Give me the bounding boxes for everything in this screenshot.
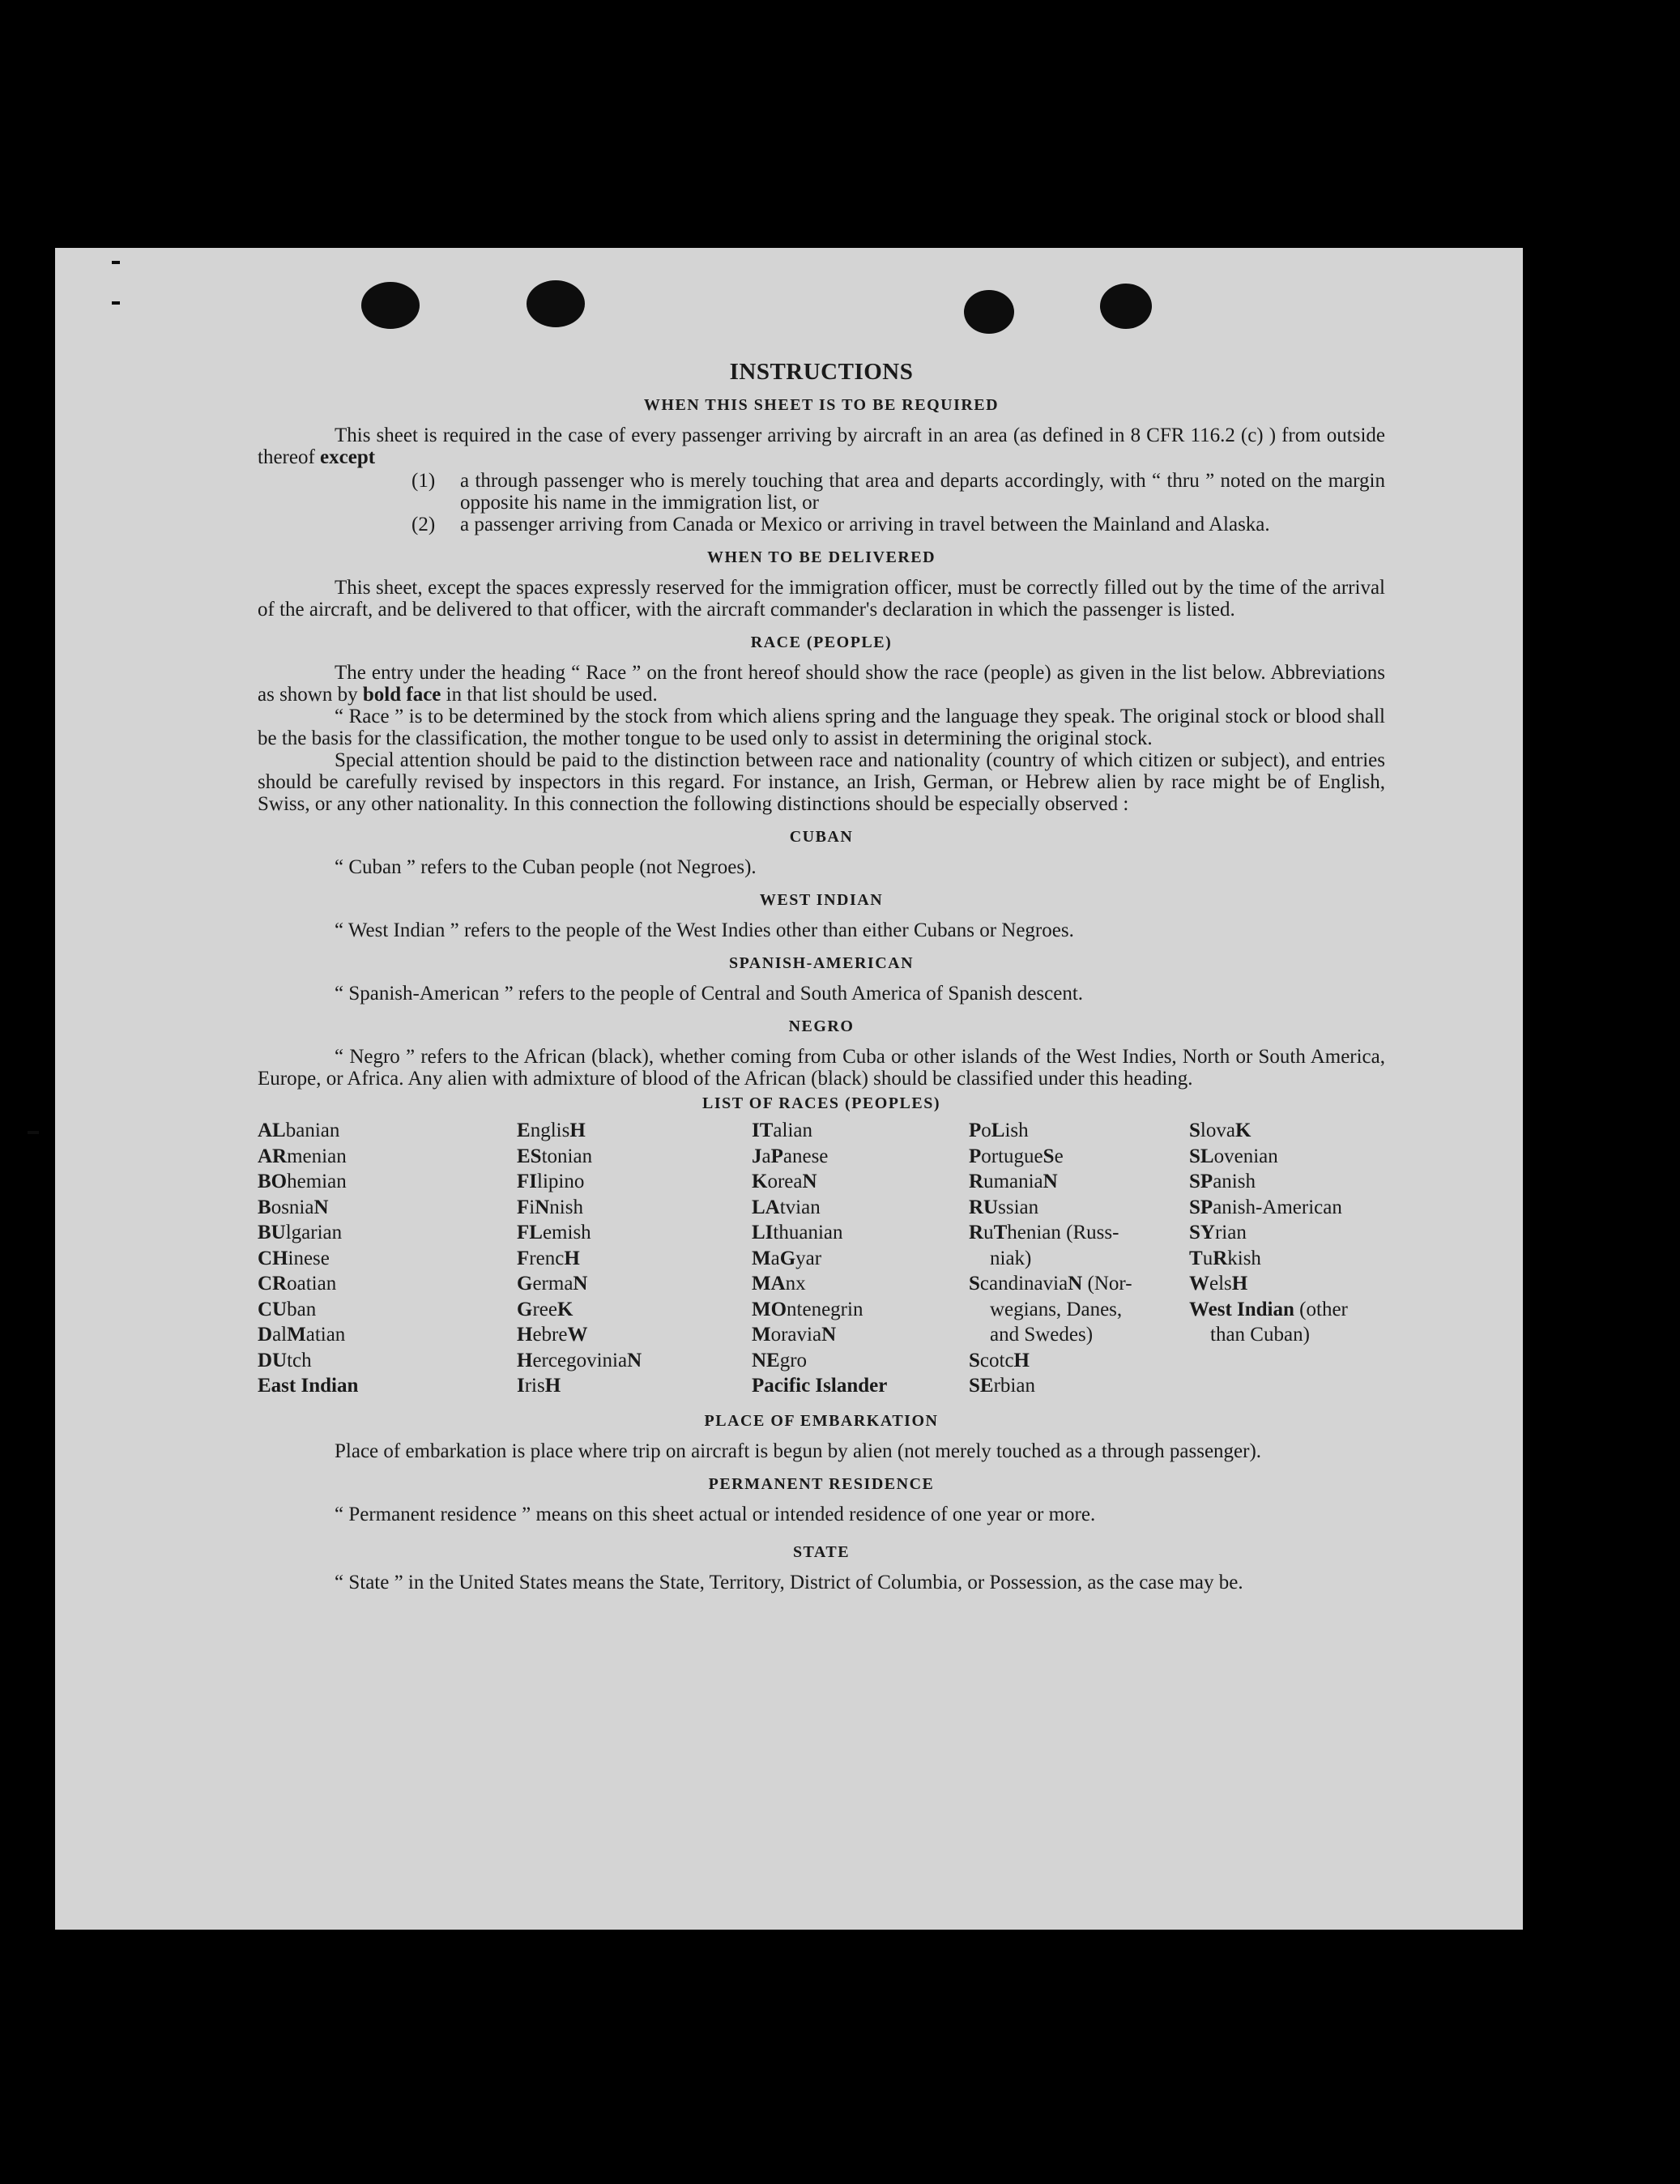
- race-abbreviation: East Indian: [258, 1375, 359, 1397]
- race-abbreviation: N: [802, 1171, 817, 1192]
- race-abbreviation: J: [752, 1145, 762, 1167]
- race-text: ovenian: [1213, 1145, 1278, 1167]
- race-text: banian: [285, 1120, 340, 1141]
- race-entry: [969, 1271, 1189, 1297]
- race-abbreviation: G: [779, 1247, 796, 1269]
- race-text: menian: [287, 1145, 347, 1167]
- race-entry: [1189, 1169, 1392, 1195]
- embarkation-text: Place of embarkation is place where trip on aircraft is begun by alien (not merely touched as a through passenger).: [335, 1440, 1262, 1462]
- race-text: ree: [532, 1298, 557, 1320]
- race-text: lipino: [537, 1171, 585, 1192]
- race-abbreviation: CU: [258, 1298, 288, 1320]
- race-text: anese: [782, 1145, 829, 1167]
- race-abbreviation: G: [517, 1298, 533, 1320]
- race-entry: [258, 1169, 517, 1195]
- race-abbreviation: P: [969, 1145, 982, 1167]
- race-abbreviation: E: [517, 1120, 531, 1141]
- race-text: o: [981, 1120, 991, 1141]
- race-text: rian: [1214, 1222, 1247, 1243]
- races-column: [969, 1118, 1189, 1399]
- race-abbreviation: S: [1043, 1145, 1055, 1167]
- exception-text: a passenger arriving from Canada or Mexico or arriving in travel between the Mainland and Alaska.: [460, 514, 1270, 535]
- race-abbreviation: N: [573, 1273, 588, 1295]
- race-text: lgarian: [285, 1222, 343, 1243]
- race-abbreviation: BO: [258, 1171, 288, 1192]
- race-abbreviation: H: [517, 1349, 533, 1371]
- race-text: tch: [287, 1349, 312, 1371]
- race-text: cotc: [979, 1349, 1014, 1371]
- race-text: els: [1209, 1273, 1232, 1295]
- race-entry: [517, 1220, 752, 1246]
- section-heading-spanish-american: SPANISH-AMERICAN: [728, 954, 915, 972]
- race-entry-continuation: [969, 1246, 1189, 1272]
- race-abbreviation: DU: [258, 1349, 288, 1371]
- race-text: yar: [795, 1247, 822, 1269]
- race-abbreviation: H: [1231, 1273, 1248, 1295]
- race-text: emish: [542, 1222, 591, 1243]
- race-text: (other: [1294, 1298, 1348, 1320]
- race-abbreviation: R: [969, 1171, 984, 1192]
- race-abbreviation: R: [969, 1222, 984, 1243]
- race-abbreviation: H: [1013, 1349, 1030, 1371]
- race-entry: [752, 1220, 969, 1246]
- race-text: orea: [767, 1171, 803, 1192]
- race-entry: [517, 1144, 752, 1170]
- race-abbreviation: F: [517, 1196, 530, 1218]
- race-entry: [752, 1246, 969, 1272]
- race-entry: [752, 1322, 969, 1348]
- race-abbreviation: SP: [1189, 1196, 1213, 1218]
- race-text: rbian: [993, 1375, 1035, 1397]
- race-abbreviation: N: [535, 1196, 550, 1218]
- race-abbreviation: N: [1043, 1171, 1058, 1192]
- race-entry: [517, 1373, 752, 1399]
- punch-hole: [527, 280, 585, 327]
- race-entry: [517, 1195, 752, 1221]
- race-entry: [1189, 1297, 1392, 1323]
- race-entry: [752, 1144, 969, 1170]
- race-abbreviation: SE: [969, 1375, 994, 1397]
- race-abbreviation: G: [517, 1273, 533, 1295]
- exception-item: [411, 514, 1385, 535]
- race-text: umania: [983, 1171, 1043, 1192]
- spanish-american-text: “ Spanish-American ” refers to the people of Central and South America of Spanish descent.: [335, 983, 1084, 1005]
- race-abbreviation: M: [287, 1324, 306, 1346]
- races-column: [517, 1118, 752, 1399]
- race-abbreviation: K: [752, 1171, 768, 1192]
- race-entry: [969, 1195, 1189, 1221]
- race-entry: [752, 1348, 969, 1374]
- race-text: nx: [785, 1273, 806, 1295]
- race-entry: [969, 1144, 1189, 1170]
- race-text: anish: [1213, 1171, 1256, 1192]
- race-abbreviation: ES: [517, 1145, 542, 1167]
- races-column: [1189, 1118, 1392, 1399]
- race-text: a: [761, 1145, 771, 1167]
- race-abbreviation: W: [1189, 1273, 1209, 1295]
- race-text: al: [272, 1324, 288, 1346]
- required-intro: This sheet is required in the case of every passenger arriving by aircraft in an area (as defined in 8 CFR 116.2 (c) ) from outside thereof except: [258, 424, 1385, 468]
- race-text: candinavia: [979, 1273, 1068, 1295]
- race-abbreviation: Pacific Islander: [752, 1375, 888, 1397]
- race-entry: [969, 1373, 1189, 1399]
- race-text: anish-American: [1213, 1196, 1342, 1218]
- exception-number: (2): [411, 514, 436, 535]
- race-abbreviation: AR: [258, 1145, 288, 1167]
- race-abbreviation: F: [517, 1247, 530, 1269]
- race-abbreviation: B: [258, 1196, 271, 1218]
- exception-list: [411, 470, 1385, 535]
- section-heading-west-indian: WEST INDIAN: [759, 891, 884, 909]
- race-entry: [1189, 1144, 1392, 1170]
- race-entry: [1189, 1220, 1392, 1246]
- race-abbreviation: SL: [1189, 1145, 1214, 1167]
- race-abbreviation: I: [517, 1375, 525, 1397]
- race-text: ssian: [998, 1196, 1039, 1218]
- race-text: lova: [1200, 1120, 1235, 1141]
- race-entry: [517, 1118, 752, 1144]
- race-abbreviation: MA: [752, 1273, 786, 1295]
- race-entry-continuation: [1189, 1322, 1392, 1348]
- race-abbreviation: R: [1213, 1247, 1228, 1269]
- race-text: tvian: [779, 1196, 821, 1218]
- race-entry-continuation: [969, 1297, 1189, 1323]
- race-text: ish: [1004, 1120, 1029, 1141]
- race-text: hemian: [287, 1171, 347, 1192]
- scan-speck: [112, 261, 120, 264]
- race-entry: [969, 1348, 1189, 1374]
- race-entry: [752, 1195, 969, 1221]
- race-entry: [258, 1348, 517, 1374]
- race-abbreviation: D: [258, 1324, 273, 1346]
- exception-text: a through passenger who is merely touching that area and departs accordingly, with “ thru ” noted on the margin opposite his name in the immigration list, or: [460, 470, 1385, 514]
- race-abbreviation: SY: [1189, 1222, 1215, 1243]
- race-entry: [1189, 1118, 1392, 1144]
- race-abbreviation: H: [544, 1375, 561, 1397]
- punch-hole: [964, 290, 1014, 334]
- cuban-text: “ Cuban ” refers to the Cuban people (not Negroes).: [335, 856, 757, 878]
- race-text: inese: [288, 1247, 330, 1269]
- race-abbreviation: CR: [258, 1273, 288, 1295]
- race-abbreviation: H: [569, 1120, 586, 1141]
- race-text: kish: [1227, 1247, 1261, 1269]
- section-heading-delivered: WHEN TO BE DELIVERED: [706, 548, 936, 566]
- section-heading-embarkation: PLACE OF EMBARKATION: [704, 1411, 939, 1430]
- race-abbreviation: T: [1189, 1247, 1203, 1269]
- race-entry: [752, 1373, 969, 1399]
- section-heading-cuban: CUBAN: [789, 828, 854, 846]
- punch-hole: [1100, 284, 1152, 329]
- race-text: ortugue: [981, 1145, 1043, 1167]
- race-entry: [258, 1271, 517, 1297]
- races-list: [258, 1118, 1385, 1399]
- race-abbreviation: IT: [752, 1120, 774, 1141]
- race-text: oatian: [287, 1273, 337, 1295]
- race-entry: [517, 1271, 752, 1297]
- race-abbreviation: W: [567, 1324, 588, 1346]
- race-text: gro: [779, 1349, 808, 1371]
- section-heading-race: RACE (PEOPLE): [750, 633, 893, 651]
- race-entry: [969, 1118, 1189, 1144]
- race-abbreviation: P: [969, 1120, 982, 1141]
- race-text: atian: [305, 1324, 346, 1346]
- race-text: thuanian: [773, 1222, 843, 1243]
- race-entry: [969, 1169, 1189, 1195]
- race-abbreviation: S: [969, 1349, 980, 1371]
- race-text: niak): [990, 1247, 1032, 1269]
- section-heading-required: WHEN THIS SHEET IS TO BE REQUIRED: [643, 396, 1000, 414]
- race-entry: [752, 1169, 969, 1195]
- race-text: nglis: [530, 1120, 570, 1141]
- state-text: “ State ” in the United States means the State, Territory, District of Columbia, or Possession, as the case may be.: [335, 1571, 1243, 1593]
- scan-speck: [28, 1131, 39, 1134]
- race-entry: [517, 1169, 752, 1195]
- scan-speck: [112, 301, 120, 305]
- race-paragraph-2: “ Race ” is to be determined by the stock from which aliens spring and the language they speak. The original stock or blood shall be the basis for the classification, the mother tongue to be used only to assist in determining the original stock.: [258, 706, 1385, 749]
- race-text: e: [1054, 1145, 1064, 1167]
- race-entry: [752, 1271, 969, 1297]
- race-abbreviation: N: [1068, 1273, 1083, 1295]
- race-entry: [258, 1373, 517, 1399]
- race-entry: [517, 1322, 752, 1348]
- residence-text: “ Permanent residence ” means on this sheet actual or intended residence of one year or more.: [335, 1503, 1096, 1525]
- race-abbreviation: N: [627, 1349, 642, 1371]
- race-text: wegians, Danes,: [990, 1298, 1123, 1320]
- race-entry: [969, 1220, 1189, 1246]
- race-text: ercegovinia: [532, 1349, 628, 1371]
- race-entry: [1189, 1271, 1392, 1297]
- race-abbreviation: L: [991, 1120, 1005, 1141]
- race-text: i: [529, 1196, 535, 1218]
- race-text: ebre: [532, 1324, 568, 1346]
- race-entry: [258, 1195, 517, 1221]
- race-abbreviation: CH: [258, 1247, 288, 1269]
- race-entry: [1189, 1195, 1392, 1221]
- race-abbreviation: T: [993, 1222, 1008, 1243]
- section-heading-residence: PERMANENT RESIDENCE: [708, 1474, 935, 1493]
- race-text: (Nor-: [1082, 1273, 1132, 1295]
- delivered-text: This sheet, except the spaces expressly reserved for the immigration officer, must be correctly filled out by the time of the arrival of the aircraft, and be delivered to that officer, with the aircraft commander's declaration in which the passenger is listed.: [258, 577, 1385, 621]
- race-abbreviation: West Indian: [1189, 1298, 1294, 1320]
- race-text: renc: [529, 1247, 565, 1269]
- race-abbreviation: FL: [517, 1222, 543, 1243]
- race-entry: [258, 1246, 517, 1272]
- race-abbreviation: SP: [1189, 1171, 1213, 1192]
- race-entry: [258, 1144, 517, 1170]
- race-text: ris: [524, 1375, 545, 1397]
- race-entry: [752, 1118, 969, 1144]
- race-abbreviation: MO: [752, 1298, 787, 1320]
- race-entry: [258, 1322, 517, 1348]
- negro-text: “ Negro ” refers to the African (black), whether coming from Cuba or other islands of the West Indies, North or South America, Europe, or Africa. Any alien with admixture of blood of the African (black) should be classified under this heading.: [258, 1046, 1385, 1090]
- race-text: erma: [532, 1273, 574, 1295]
- race-abbreviation: AL: [258, 1120, 286, 1141]
- race-abbreviation: M: [752, 1324, 771, 1346]
- race-text: than Cuban): [1210, 1324, 1310, 1346]
- section-heading-state: STATE: [792, 1542, 851, 1561]
- race-text: u: [1202, 1247, 1213, 1269]
- race-paragraph-3: Special attention should be paid to the distinction between race and nationality (country of which citizen or subject), and entries should be carefully revised by inspectors in this regard. For instance, an Irish, German, or Hebrew alien by race might be of English, Swiss, or any other nationality. In this connection the following distinctions should be especially observed :: [258, 749, 1385, 815]
- race-abbreviation: NE: [752, 1349, 780, 1371]
- race-entry: [1189, 1246, 1392, 1272]
- document-sheet: [55, 248, 1523, 1930]
- west-indian-text: “ West Indian ” refers to the people of the West Indies other than either Cubans or Negroes.: [335, 919, 1074, 941]
- race-abbreviation: K: [556, 1298, 574, 1320]
- races-column: [258, 1118, 517, 1399]
- race-text: osnia: [271, 1196, 314, 1218]
- race-text: oravia: [770, 1324, 822, 1346]
- race-text: a: [770, 1247, 780, 1269]
- race-abbreviation: N: [821, 1324, 837, 1346]
- race-entry: [517, 1297, 752, 1323]
- races-column: [752, 1118, 969, 1399]
- race-abbreviation: RU: [969, 1196, 999, 1218]
- race-text: henian (Russ-: [1007, 1222, 1119, 1243]
- race-abbreviation: K: [1234, 1120, 1251, 1141]
- race-text: ntenegrin: [787, 1298, 863, 1320]
- race-text: tonian: [541, 1145, 593, 1167]
- race-abbreviation: BU: [258, 1222, 286, 1243]
- race-abbreviation: FI: [517, 1171, 537, 1192]
- page-title: INSTRUCTIONS: [729, 359, 914, 385]
- race-abbreviation: LI: [752, 1222, 774, 1243]
- race-abbreviation: S: [1189, 1120, 1200, 1141]
- race-abbreviation: H: [564, 1247, 580, 1269]
- race-entry: [258, 1297, 517, 1323]
- race-text: alian: [773, 1120, 812, 1141]
- race-text: u: [983, 1222, 994, 1243]
- race-abbreviation: N: [313, 1196, 329, 1218]
- instructions-body: [258, 361, 1385, 1593]
- race-entry: [258, 1118, 517, 1144]
- race-text: nish: [549, 1196, 583, 1218]
- race-abbreviation: H: [517, 1324, 533, 1346]
- exception-number: (1): [411, 470, 436, 492]
- race-text: and Swedes): [990, 1324, 1094, 1346]
- section-heading-negro: NEGRO: [788, 1017, 855, 1035]
- race-entry: [752, 1297, 969, 1323]
- race-entry: [258, 1220, 517, 1246]
- race-entry: [517, 1348, 752, 1374]
- section-heading-races-list: LIST OF RACES (PEOPLES): [701, 1094, 940, 1112]
- race-abbreviation: M: [752, 1247, 771, 1269]
- race-entry: [517, 1246, 752, 1272]
- exception-item: [411, 470, 1385, 514]
- punch-hole: [361, 282, 420, 329]
- race-entry-continuation: [969, 1322, 1189, 1348]
- race-abbreviation: P: [770, 1145, 783, 1167]
- race-abbreviation: S: [969, 1273, 980, 1295]
- race-paragraph-1: The entry under the heading “ Race ” on the front hereof should show the race (people) as given in the list below. Abbreviations as shown by bold face in that list should be used.: [258, 662, 1385, 706]
- race-abbreviation: LA: [752, 1196, 780, 1218]
- race-text: ban: [287, 1298, 317, 1320]
